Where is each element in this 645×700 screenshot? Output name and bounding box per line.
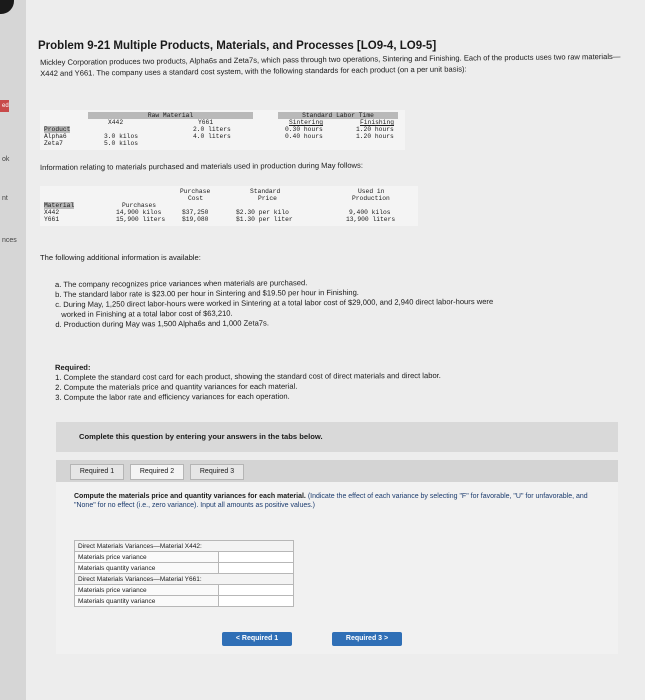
instruction-text: [74, 492, 594, 510]
labor-time-header: Standard Labor Time: [278, 112, 398, 119]
materials-table: [40, 186, 418, 226]
variance-input[interactable]: [219, 596, 294, 607]
purchases-header: Purchases: [122, 202, 157, 209]
corner-circle: [0, 0, 14, 14]
row-product: Alpha6: [44, 133, 67, 140]
table-row: [75, 585, 294, 596]
row-x442: 5.0 kilos: [104, 140, 139, 147]
row-finishing: 1.20 hours: [356, 133, 394, 140]
variance-input[interactable]: [219, 563, 294, 574]
additional-info-lead: The following additional information is available:: [40, 253, 201, 262]
additional-item: d. Production during May was 1,500 Alpha6s and 1,000 Zeta7s.: [55, 318, 269, 329]
table-row: [75, 563, 294, 574]
additional-item: worked in Finishing at a total labor cost of $63,210.: [61, 308, 233, 319]
variance-section-header-row: [75, 574, 294, 585]
additional-info-list: [55, 276, 621, 330]
sintering-header: Sintering: [289, 119, 324, 126]
required-item: 2. Compute the materials price and quantity variances for each material.: [55, 381, 298, 392]
y661-header: Y661: [198, 119, 214, 126]
materials-info-text: Information relating to materials purchased and materials used in production during May follows:: [40, 160, 363, 172]
purchase-cost-header-2: Cost: [188, 195, 204, 202]
edge-tag-ed: ed: [0, 100, 9, 112]
mat-row-used: 9,400 kilos: [349, 209, 391, 216]
variance-label: Materials price variance: [75, 585, 219, 596]
mat-row-used: 13,900 liters: [346, 216, 396, 223]
mat-row-cost: $19,080: [182, 216, 209, 223]
edge-label-ok: ok: [2, 156, 10, 163]
required-item: 1. Complete the standard cost card for each product, showing the standard cost of direct materials and direct labor.: [55, 370, 441, 382]
raw-material-header: Raw Material: [88, 112, 253, 119]
additional-item: b. The standard labor rate is $23.00 per hour in Sintering and $19.50 per hour in Finishing.: [55, 287, 359, 299]
used-header-2: Production: [352, 195, 390, 202]
variance-label: Materials quantity variance: [75, 596, 219, 607]
instruction-main: Compute the materials price and quantity variances for each material.: [74, 493, 306, 500]
problem-title: Problem 9-21 Multiple Products, Materials, and Processes [LO9-4, LO9-5]: [38, 40, 437, 52]
row-x442: 3.0 kilos: [104, 133, 139, 140]
row-sintering: 0.40 hours: [285, 133, 323, 140]
standard-price-header-2: Price: [258, 195, 277, 202]
mat-row-name: Y661: [44, 216, 60, 223]
purchase-cost-header: Purchase: [180, 188, 211, 195]
variance-section-header: Direct Materials Variances—Material Y661:: [75, 574, 294, 585]
row-y661: 4.0 liters: [193, 133, 231, 140]
standard-price-header: Standard: [250, 188, 281, 195]
table-row: [75, 596, 294, 607]
additional-item: c. During May, 1,250 direct labor-hours were worked in Sintering at a total labor cost of $29,000, and 2,940 direct labor-hours were: [55, 296, 494, 309]
answer-panel: [56, 482, 618, 654]
x442-header: X442: [108, 119, 124, 126]
problem-page: [26, 0, 645, 700]
variance-section-header: Direct Materials Variances—Material X442:: [75, 541, 294, 552]
used-header: Used in: [358, 188, 385, 195]
next-required-button[interactable]: Required 3 >: [332, 632, 402, 646]
row-sintering: 0.30 hours: [285, 126, 323, 133]
required-item: 3. Compute the labor rate and efficiency variances for each operation.: [55, 391, 290, 402]
requirement-tabs: [56, 460, 618, 482]
table-row: [75, 552, 294, 563]
mat-row-purchases: 15,900 liters: [116, 216, 166, 223]
tab-required-3[interactable]: Required 3: [190, 464, 244, 480]
mat-row-name: X442: [44, 209, 60, 216]
variance-label: Materials quantity variance: [75, 563, 219, 574]
problem-intro: Mickley Corporation produces two products, Alpha6s and Zeta7s, which pass through two operations, Sintering and Finishing. Each of the products uses two raw materials—X442 and Y661. The company uses a standard cost system, with the following standards for each product (on a per unit basis):: [40, 51, 621, 78]
mat-row-cost: $37,250: [182, 209, 209, 216]
edge-label-nt: nt: [2, 195, 8, 202]
mat-row-price: $1.30 per liter: [236, 216, 293, 223]
required-section: [55, 360, 615, 403]
complete-question-text: Complete this question by entering your answers in the tabs below.: [79, 432, 323, 441]
mat-row-price: $2.30 per kilo: [236, 209, 289, 216]
additional-item: a. The company recognizes price variances when materials are purchased.: [55, 278, 308, 289]
variance-section-header-row: [75, 541, 294, 552]
tab-required-2[interactable]: Required 2: [130, 464, 184, 480]
row-y661: 2.0 liters: [193, 126, 231, 133]
variance-input[interactable]: [219, 552, 294, 563]
tab-required-1[interactable]: Required 1: [70, 464, 124, 480]
standards-table: [40, 110, 405, 150]
row-finishing: 1.20 hours: [356, 126, 394, 133]
product-header: Product: [44, 126, 71, 133]
variance-table: [74, 540, 294, 607]
finishing-header: Finishing: [360, 119, 395, 126]
left-edge-panel: [0, 0, 26, 700]
edge-label-nces: nces: [2, 237, 17, 244]
variance-label: Materials price variance: [75, 552, 219, 563]
required-heading: Required:: [55, 362, 91, 372]
variance-input[interactable]: [219, 585, 294, 596]
prev-required-button[interactable]: < Required 1: [222, 632, 292, 646]
complete-question-banner: [56, 422, 618, 452]
mat-row-purchases: 14,900 kilos: [116, 209, 162, 216]
instruction-note: (Indicate the effect of each variance by selecting "F" for favorable, "U" for unfavorable, and "None" for no effect (i.e., zero variance). Input all amounts as positive values.): [74, 493, 588, 509]
row-product: Zeta7: [44, 140, 63, 147]
material-header: Material: [44, 202, 75, 209]
